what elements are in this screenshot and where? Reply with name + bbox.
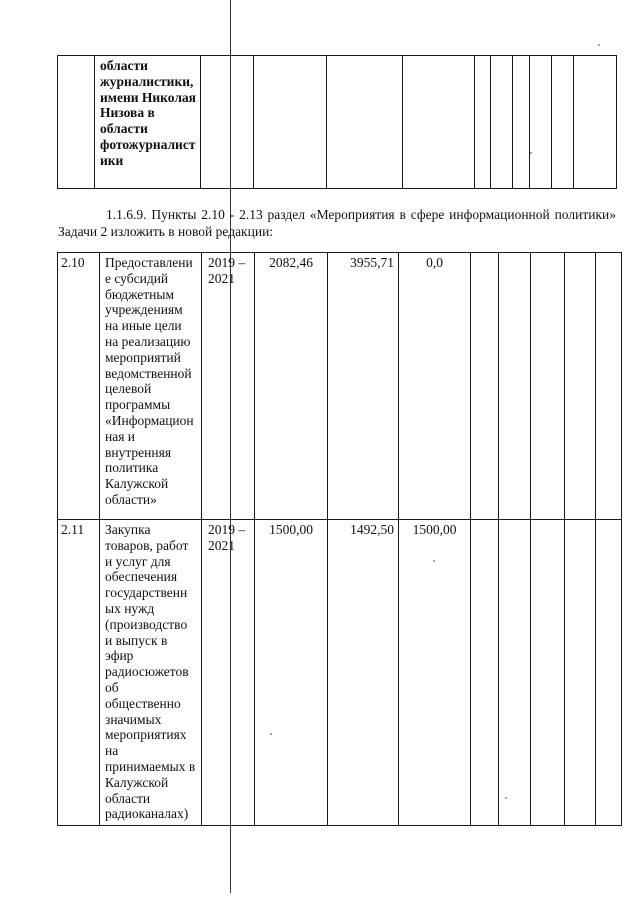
row-value-3: 0,0	[399, 253, 471, 520]
empty-cell	[531, 520, 565, 826]
empty-cell	[565, 520, 596, 826]
empty-cell	[531, 253, 565, 520]
row-years: 2019 – 2021	[202, 520, 255, 826]
row-description: Предоставлени е субсидий бюджетным учреждениям на иные цели на реализацию мероприятий ведомственной целевой программы «Информацион ная и внутренняя политика Калужской области»	[100, 253, 202, 520]
row-value-2: 1492,50	[328, 520, 399, 826]
table-row	[58, 56, 617, 189]
row-number: 2.11	[58, 520, 100, 826]
empty-cell	[499, 520, 531, 826]
row-years: 2019 – 2021	[202, 253, 255, 520]
empty-cell	[475, 56, 491, 189]
row-number	[58, 56, 95, 189]
row-number: 2.10	[58, 253, 100, 520]
row-value-1: 1500,00	[255, 520, 328, 826]
scan-speck	[598, 44, 600, 46]
empty-cell	[565, 253, 596, 520]
row-value-1: 2082,46	[255, 253, 328, 520]
empty-cell	[471, 520, 499, 826]
empty-cell	[491, 56, 513, 189]
empty-cell	[574, 56, 617, 189]
empty-cell	[513, 56, 530, 189]
row-value-2: 3955,71	[328, 253, 399, 520]
row-value-1	[254, 56, 327, 189]
continuation-table	[57, 55, 617, 189]
row-description: области журналистики, имени Николая Низова в области фотожурналист ики	[95, 56, 201, 189]
row-value-3	[403, 56, 475, 189]
empty-cell	[552, 56, 574, 189]
table-row	[58, 253, 622, 520]
row-value-3: 1500,00	[399, 520, 471, 826]
empty-cell	[596, 253, 622, 520]
empty-cell	[596, 520, 622, 826]
empty-cell	[530, 56, 552, 189]
activities-table	[57, 252, 622, 826]
amendment-paragraph: 1.1.6.9. Пункты 2.10 - 2.13 раздел «Мероприятия в сфере информационной политики» Задачи 2 изложить в новой редакции:	[58, 207, 616, 239]
empty-cell	[499, 253, 531, 520]
row-description: Закупка товаров, работ и услуг для обеспечения государственн ых нужд (производство и выпуск в эфир радиосюжетов об общественно значимых мероприятиях на принимаемых в Калужской области радиоканалах)	[100, 520, 202, 826]
row-value-2	[327, 56, 403, 189]
empty-cell	[471, 253, 499, 520]
table-row	[58, 520, 622, 826]
row-years	[201, 56, 254, 189]
